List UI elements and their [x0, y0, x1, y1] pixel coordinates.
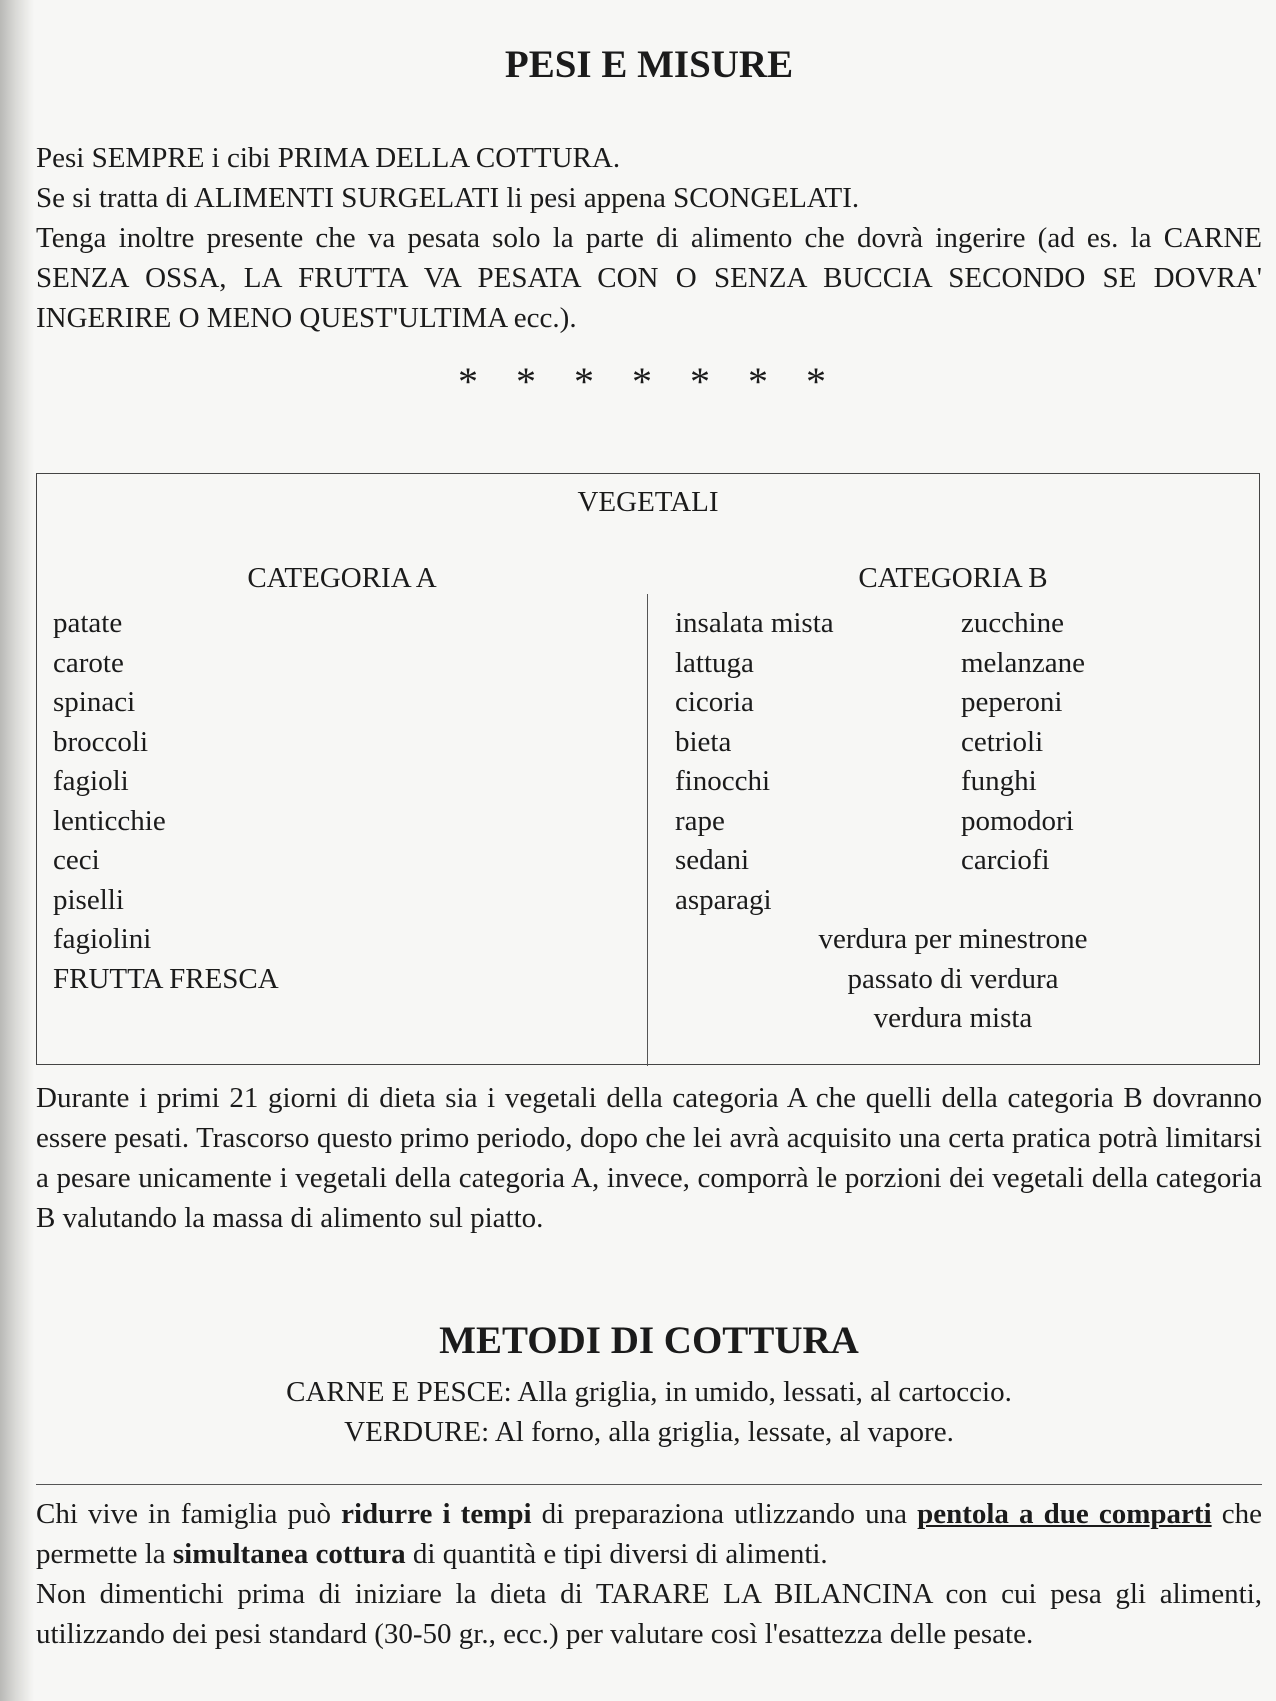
divider — [36, 1484, 1262, 1485]
list-item: funghi — [961, 765, 1037, 797]
text-run: di preparaziona utlizzando una — [531, 1498, 918, 1530]
list-item: carote — [53, 646, 124, 679]
list-item: carciofi — [961, 844, 1050, 876]
page-title: PESI E MISURE — [504, 43, 794, 86]
list-item: verdura per minestrone — [818, 923, 1088, 955]
final-notes — [36, 1494, 1262, 1654]
asterisk-separator: * * * * * * * — [458, 359, 840, 404]
vegetali-title: VEGETALI — [577, 486, 719, 518]
scale-tip: Non dimentichi prima di iniziare la dieta di TARARE LA BILANCINA con cui pesa gli alimenti, utilizzando dei pesi standard (30-50 gr., ecc.) per valutare così l'esattezza delle pesate. — [36, 1578, 1262, 1650]
metodo-carne-pesce: CARNE E PESCE: Alla griglia, in umido, lessati, al cartoccio. — [286, 1376, 1012, 1408]
bold-run: simultanea cottura — [172, 1538, 406, 1570]
categoria-b-list-centered — [647, 920, 1259, 1039]
list-item: insalata mista — [675, 607, 834, 639]
list-item: cicoria — [675, 686, 754, 718]
intro-section — [36, 138, 1262, 338]
list-item: melanzane — [961, 646, 1085, 679]
list-item: peperoni — [961, 686, 1063, 718]
text-run: Chi vive in famiglia può — [36, 1498, 342, 1530]
categoria-a-heading: CATEGORIA A — [247, 562, 437, 594]
family-tip — [36, 1494, 1262, 1574]
list-item: patate — [53, 607, 123, 639]
list-item: lenticchie — [53, 804, 166, 837]
list-item: zucchine — [961, 607, 1065, 639]
list-item: lattuga — [675, 646, 754, 679]
list-item: broccoli — [53, 725, 149, 758]
list-item: fagiolini — [53, 923, 152, 955]
categoria-a-list — [53, 604, 279, 999]
intro-line-1: Pesi SEMPRE i cibi PRIMA DELLA COTTURA. — [36, 142, 621, 174]
list-item: FRUTTA FRESCA — [53, 962, 279, 995]
categoria-b-heading: CATEGORIA B — [858, 562, 1048, 594]
intro-line-3: Tenga inoltre presente che va pesata solo la parte di alimento che dovrà ingerire (ad es. la CARNE SENZA OSSA, LA FRUTTA VA PESATA CON O SENZA BUCCIA SECONDO SE DOVRA' INGERIRE O MENO QUEST'ULTIMA ecc.). — [36, 222, 1262, 334]
underlined-bold-run: pentola a due comparti — [917, 1498, 1212, 1530]
list-item: spinaci — [53, 686, 136, 718]
categoria-b-list-col2 — [961, 604, 1085, 881]
intro-line-2: Se si tratta di ALIMENTI SURGELATI li pesi appena SCONGELATI. — [36, 182, 860, 214]
list-item: piselli — [53, 883, 124, 916]
weighing-note: Durante i primi 21 giorni di dieta sia i vegetali della categoria A che quelli della categoria B dovranno essere pesati. Trascorso questo primo periodo, dopo che lei avrà acquisito una certa pratica potrà limitarsi a pesare unicamente i vegetali della categoria A, invece, comporrà le porzioni dei vegetali della categoria B valutando la massa di alimento sul piatto. — [36, 1082, 1262, 1234]
text-run: che permette la — [36, 1498, 1262, 1570]
list-item: pomodori — [961, 804, 1074, 837]
categoria-b-list-col1 — [675, 604, 834, 920]
metodi-title: METODI DI COTTURA — [439, 1319, 859, 1362]
bold-run: ridurre i tempi — [341, 1498, 532, 1530]
list-item: passato di verdura — [847, 962, 1059, 995]
list-item: sedani — [675, 844, 750, 876]
vegetali-table — [36, 473, 1260, 1065]
scan-edge-shadow — [0, 0, 34, 1701]
list-item: finocchi — [675, 765, 771, 797]
list-item: fagioli — [53, 765, 129, 797]
list-item: bieta — [675, 725, 732, 758]
list-item: rape — [675, 804, 725, 837]
metodo-verdure: VERDURE: Al forno, alla griglia, lessate, al vapore. — [344, 1416, 954, 1448]
list-item: asparagi — [675, 883, 772, 916]
list-item: cetrioli — [961, 725, 1044, 758]
list-item: ceci — [53, 844, 100, 876]
list-item: verdura mista — [873, 1002, 1033, 1034]
text-run: di quantità e tipi diversi di alimenti. — [405, 1538, 828, 1570]
